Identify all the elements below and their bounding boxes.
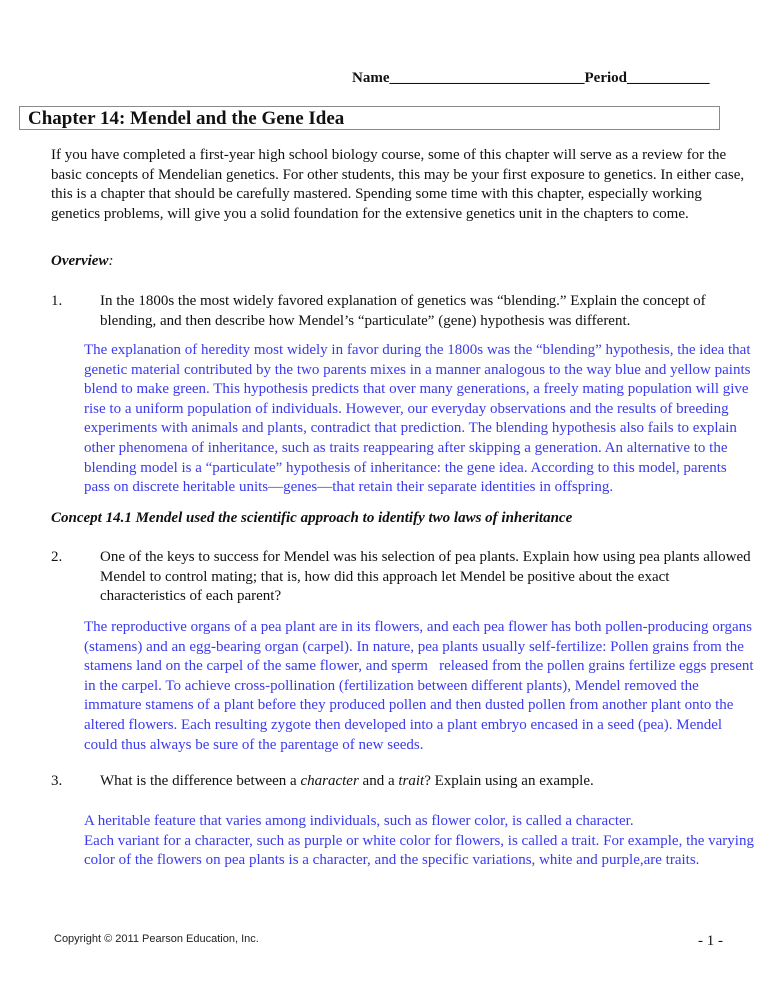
chapter-title-box	[19, 106, 720, 130]
period-label: Period	[584, 70, 627, 86]
term-character: character	[300, 773, 359, 789]
question-number: 3.	[51, 773, 63, 789]
page-number: - 1 -	[698, 933, 723, 949]
section-heading-overview: Overview:	[51, 253, 114, 269]
question-number: 1.	[51, 293, 63, 309]
intro-paragraph: If you have completed a first-year high school biology course, some of this chapter will serve as a review for the basic concepts of Mendelian genetics. For other students, this may be your first exposure to genetics. In either case, this is a chapter that should be carefully mastered. Spending some time with this chapter, especially working genetics problems, will give you a solid foundation for the extensive genetics unit in the chapters to come.	[51, 147, 745, 222]
term-trait: trait	[398, 773, 425, 789]
copyright-footer: Copyright © 2011 Pearson Education, Inc.	[54, 933, 259, 945]
answer-text: The explanation of heredity most widely in favor during the 1800s was the “blending” hypothesis, the idea that genetic material contributed by the two parents mixes in a manner analogous to the way blue and yellow paints blend to make green. This hypothesis predicts that over many generations, a freely mating population will give rise to a uniform population of individuals. However, our everyday observations and the results of breeding experiments with animals and plants, contradict that prediction. The blending hypothesis also fails to explain other phenomena of inheritance, such as traits reappearing after skipping a generation. An alternative to the blending model is a “particulate” hypothesis of inheritance: the gene idea. According to this model, parents pass on discrete heritable units—genes—that retain their separate identities in offspring.	[84, 342, 751, 496]
question-text: What is the difference between a character and a trait? Explain using an example.	[100, 773, 594, 789]
chapter-title: Chapter 14: Mendel and the Gene Idea	[28, 108, 345, 129]
answer-text: A heritable feature that varies among individuals, such as flower color, is called a character. Each variant for a character, such as purple or white color for flowers, is called a trait. For example, the varying color of the flowers on pea plants is a character, and the specific variations, white and purple,are traits.	[84, 813, 754, 869]
question-text: One of the keys to success for Mendel was his selection of pea plants. Explain how using pea plants allowed Mendel to control mating; that is, how did this approach let Mendel be positive about the exact characteristics of each parent?	[100, 549, 751, 605]
question-number: 2.	[51, 549, 63, 565]
name-label: Name	[352, 70, 390, 86]
name-period-line	[352, 70, 710, 87]
question-text: In the 1800s the most widely favored explanation of genetics was “blending.” Explain the concept of blending, and then describe how Mendel’s “particulate” (gene) hypothesis was different.	[100, 293, 706, 329]
section-heading-concept-14-1: Concept 14.1 Mendel used the scientific approach to identify two laws of inheritance	[51, 510, 573, 526]
answer-text: The reproductive organs of a pea plant are in its flowers, and each pea flower has both pollen-producing organs (stamens) and an egg-bearing organ (carpel). In nature, pea plants usually self-fertilize: Pollen grains from the stamens land on the carpel of the same flower, and sperm released from the pollen grains fertilize eggs present in the carpel. To achieve cross-pollination (fertilization between different plants), Mendel removed the immature stamens of a plant before they produced pollen and then dusted pollen from another plant onto the altered flowers. Each resulting zygote then developed into a plant embryo encased in a seed (pea). Mendel could thus always be sure of the parentage of new seeds.	[84, 619, 758, 753]
name-field[interactable]: __________________________	[389, 70, 585, 86]
period-field[interactable]: ___________	[627, 70, 710, 86]
